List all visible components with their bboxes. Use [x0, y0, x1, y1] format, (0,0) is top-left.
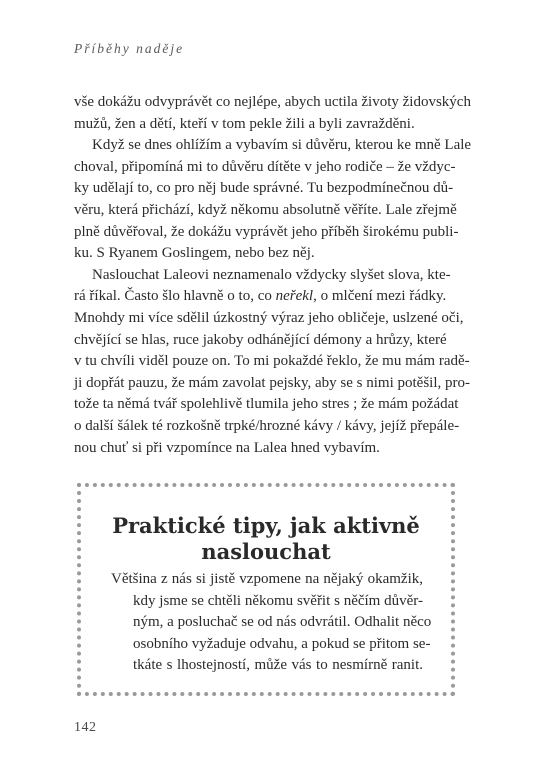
text-line: osobního vyžaduje odvahu, a pokud se přitom se-	[133, 635, 431, 652]
text-line: ky udělají to, co pro něj bude správné. Tu bezpodmínečnou dů-	[74, 180, 454, 197]
text-line: Naslouchat Laleovi neznamenalo vždycky slyšet slova, kte-	[92, 266, 451, 283]
text-line: tkáte s lhostejností, může vás to nesmírně ranit.	[133, 657, 423, 673]
text-span: rá říkal. Často šlo hlavně o to, co	[74, 288, 276, 305]
text-line: nou chuť si při vzpomínce na Lalea hned vybavím.	[74, 439, 380, 456]
emphasis: neřekl	[275, 288, 314, 305]
title-line: naslouchat	[201, 539, 331, 564]
paragraph	[74, 135, 472, 265]
text-line: Mnohdy mi více sdělil úzkostný výraz jeho obličeje, uslzené oči,	[74, 309, 464, 326]
text-line: o další šálek té rozkošně trpké/hrozné kávy / kávy, jejíž přepále-	[74, 417, 460, 434]
page-number: 142	[74, 720, 97, 735]
text-line: ji dopřát pauzu, že mám zavolat pejsky, aby se s nimi potěšil, pro-	[74, 374, 471, 391]
text-line: ným, a posluchač se od nás odvrátil. Odhalit něco	[133, 614, 432, 630]
text-line: ku. S Ryanem Goslingem, nebo bez něj.	[74, 245, 315, 262]
text-line: vše dokážu odvyprávět co nejlépe, abych uctila životy židovských	[74, 94, 471, 110]
tip-box-text	[111, 569, 432, 677]
text-line: plně důvěřoval, že dokážu vyprávět jeho příběh širokému publi-	[74, 223, 459, 240]
text-line: mužů, žen a dětí, kteří v tom pekle žili a byli zavražděni.	[74, 115, 415, 132]
text-line: kdy jsme se chtěli někomu svěřit s něčím důvěr-	[133, 592, 423, 609]
paragraph	[74, 92, 472, 135]
tip-box-title	[81, 513, 451, 565]
text-line: chvějící se hlas, ruce jakoby odhánějící démony a hrůzy, které	[74, 331, 447, 348]
main-text	[74, 92, 472, 459]
text-line: tože ta němá tvář spolehlivě tlumila jeho stres ; že mám požádat	[74, 396, 459, 413]
running-header: Příběhy naděje	[74, 41, 185, 56]
paragraph	[74, 265, 472, 459]
text-line: v tu chvíli viděl pouze on. To mi pokaždé řeklo, že mu mám radě-	[74, 353, 470, 370]
text-line: choval, připomíná mi to důvěru dítěte v jeho rodiče – že vždyc-	[74, 158, 456, 175]
text-line: Když se dnes ohlížím a vybavím si důvěru, kterou ke mně Lale	[92, 137, 472, 154]
tip-box	[77, 483, 455, 696]
title-line: Praktické tipy, jak aktivně	[112, 513, 420, 538]
text-line: Většina z nás si jistě vzpomene na nějaký okamžik,	[111, 571, 423, 587]
text-line: věru, která přichází, když někomu absolutně věříte. Lale zřejmě	[74, 201, 457, 218]
text-line	[74, 286, 472, 308]
text-span: , o mlčení mezi řádky.	[313, 288, 447, 305]
